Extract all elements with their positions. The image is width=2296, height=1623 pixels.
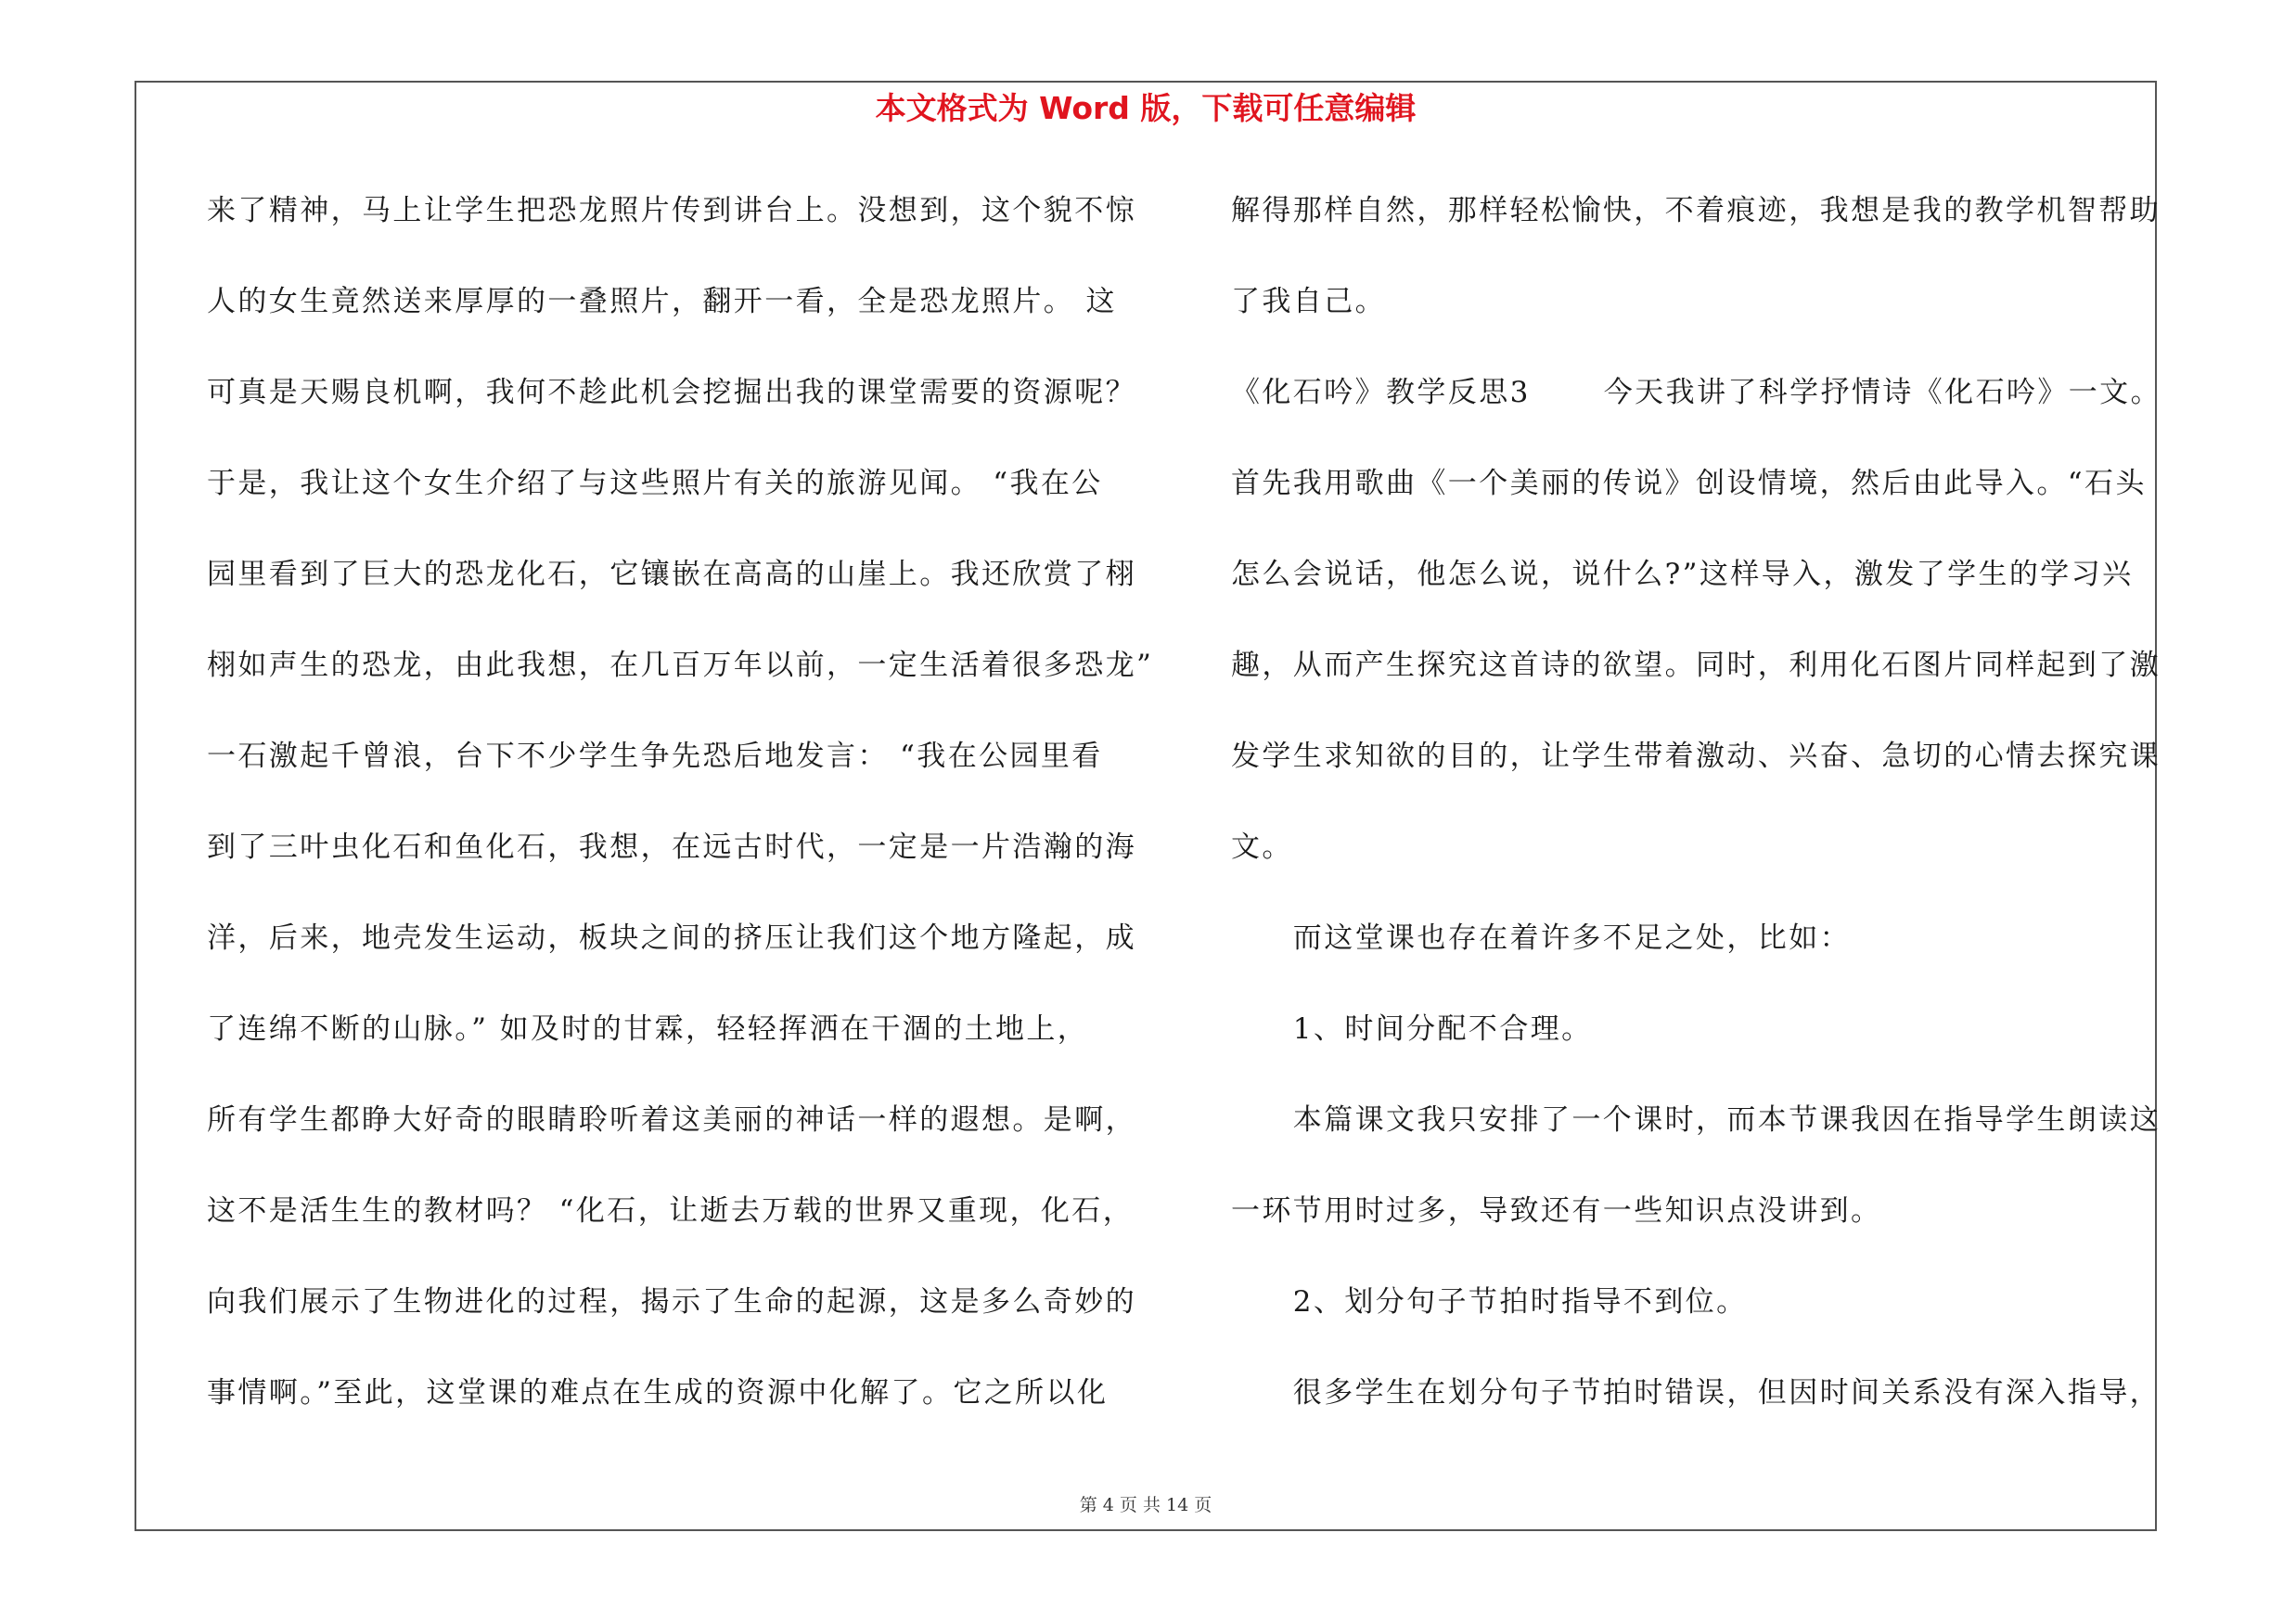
right-column-line: 很多学生在划分句子节拍时错误，但因时间关系没有深入指导，	[1231, 1376, 2161, 1410]
right-column-line: 而这堂课也存在着许多不足之处，比如：	[1231, 921, 1851, 955]
left-column-line: 向我们展示了生物进化的过程，揭示了生命的起源，这是多么奇妙的	[207, 1285, 1136, 1319]
left-column-line: 栩如声生的恐龙，由此我想，在几百万年以前，一定生活着很多恐龙”	[207, 649, 1154, 682]
right-column-line: 了我自己。	[1231, 285, 1386, 318]
right-column-line: 一环节用时过多，导致还有一些知识点没讲到。	[1231, 1194, 1882, 1228]
left-column-line: 事情啊。”至此，这堂课的难点在生成的资源中化解了。它之所以化	[207, 1376, 1109, 1410]
left-column-line: 可真是天赐良机啊，我何不趁此机会挖掘出我的课堂需要的资源呢？	[207, 376, 1136, 409]
document-header-banner: 本文格式为 Word 版，下载可任意编辑	[875, 90, 1417, 126]
right-column-line: 怎么会说话，他怎么说，说什么?”这样导入，激发了学生的学习兴	[1231, 558, 2134, 591]
right-column-line: 趣，从而产生探究这首诗的欲望。同时，利用化石图片同样起到了激	[1231, 649, 2161, 682]
left-column-line: 人的女生竟然送来厚厚的一叠照片，翻开一看，全是恐龙照片。 这	[207, 285, 1117, 318]
page-number-footer: 第 4 页 共 14 页	[1079, 1495, 1212, 1515]
right-column-line: 首先我用歌曲《一个美丽的传说》创设情境，然后由此导入。“石头	[1231, 467, 2147, 500]
left-column-line: 园里看到了巨大的恐龙化石，它镶嵌在高高的山崖上。我还欣赏了栩	[207, 558, 1136, 591]
left-column-line: 所有学生都睁大好奇的眼睛聆听着这美丽的神话一样的遐想。是啊，	[207, 1103, 1136, 1137]
right-column-line: 1、时间分配不合理。	[1231, 1012, 1593, 1046]
right-column-line: 解得那样自然，那样轻松愉快，不着痕迹，我想是我的教学机智帮助	[1231, 194, 2161, 227]
left-column-line: 一石激起千曾浪，台下不少学生争先恐后地发言： “我在公园里看	[207, 740, 1103, 773]
left-column-line: 了连绵不断的山脉。” 如及时的甘霖，轻轻挥洒在干涸的土地上，	[207, 1012, 1089, 1046]
left-column-line: 于是，我让这个女生介绍了与这些照片有关的旅游见闻。 “我在公	[207, 467, 1103, 500]
right-column-line: 本篇课文我只安排了一个课时，而本节课我因在指导学生朗读这	[1231, 1103, 2161, 1137]
left-column-line: 来了精神，马上让学生把恐龙照片传到讲台上。没想到，这个貌不惊	[207, 194, 1136, 227]
right-column-line: 2、划分句子节拍时指导不到位。	[1231, 1285, 1748, 1319]
left-column-line: 这不是活生生的教材吗？ “化石，让逝去万载的世界又重现，化石，	[207, 1194, 1135, 1228]
right-text-column	[1231, 186, 2177, 1459]
right-column-line: 《化石吟》教学反思3 今天我讲了科学抒情诗《化石吟》一文。	[1231, 376, 2161, 409]
right-column-line: 发学生求知欲的目的，让学生带着激动、兴奋、急切的心情去探究课	[1231, 740, 2161, 773]
right-column-line: 文。	[1231, 831, 1293, 864]
left-column-line: 洋，后来，地壳发生运动，板块之间的挤压让我们这个地方隆起，成	[207, 921, 1136, 955]
left-text-column	[207, 186, 1153, 1459]
left-column-line: 到了三叶虫化石和鱼化石，我想，在远古时代，一定是一片浩瀚的海	[207, 831, 1136, 864]
